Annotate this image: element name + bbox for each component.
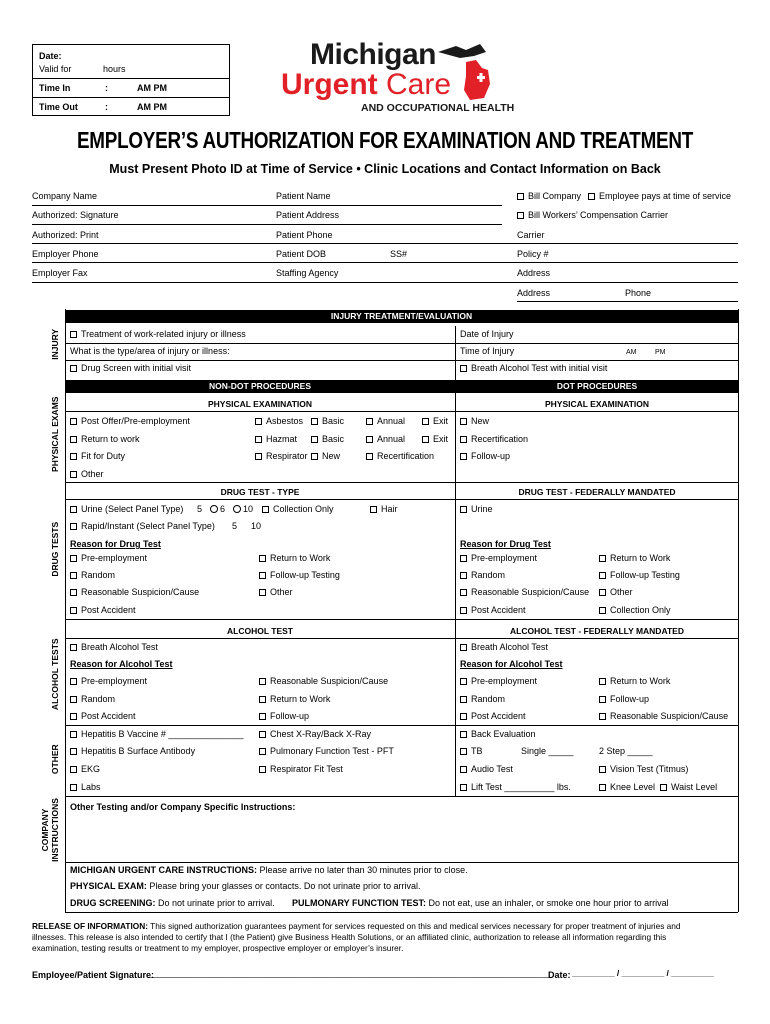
basic-checkbox[interactable]: Basic <box>311 417 344 426</box>
treatment-checkbox[interactable]: Treatment of work-related injury or illness <box>70 330 246 339</box>
time-out-ampm: AM PM <box>137 102 167 112</box>
auth-signature-label: Authorized: Signature <box>32 210 119 220</box>
exit-checkbox[interactable]: Exit <box>422 417 448 426</box>
injury-pm: PM <box>655 349 666 356</box>
other-side-label: OTHER <box>49 744 60 775</box>
alc-random[interactable]: Random <box>70 695 115 704</box>
address2-label: Address <box>517 288 551 298</box>
alc-follow-up-r[interactable]: Follow-up <box>599 695 649 704</box>
patient-address-label: Patient Address <box>276 210 340 220</box>
drug-reasonable-r[interactable]: Reasonable Suspicion/Cause <box>460 588 589 597</box>
drug-sub-left: DRUG TEST - TYPE <box>220 487 300 497</box>
labs-checkbox[interactable]: Labs <box>70 783 101 792</box>
muc-instructions: MICHIGAN URGENT CARE INSTRUCTIONS: Please arrive no later than 30 minutes prior to close. <box>70 865 468 875</box>
hair-checkbox[interactable]: Hair <box>370 505 398 514</box>
hours-label: hours <box>103 64 126 74</box>
drug-other-r[interactable]: Other <box>599 588 633 597</box>
drug-screen-checkbox[interactable]: Drug Screen with initial visit <box>70 364 191 373</box>
auth-print-label: Authorized: Print <box>32 230 99 240</box>
collection-only-checkbox[interactable]: Collection Only <box>262 505 334 514</box>
follow-up-checkbox[interactable]: Follow-up <box>460 452 510 461</box>
date-label: Date: <box>39 51 62 61</box>
back-eval[interactable]: Back Evaluation <box>460 730 536 739</box>
release-of-information: RELEASE OF INFORMATION: This signed authorization guarantees payment for services requested on this and medical services necessary for proper treatment of injuries and illnesses. This release is also intended to certify that I (the Patient) give Business Health Solutions, or an affiliated clinic, authorization to release all information regarding this examination, testing results or treatment to my employer, prospective employer or employer’s insurer. <box>32 921 681 953</box>
return-to-work-checkbox[interactable]: Return to work <box>70 435 140 444</box>
injury-am: AM <box>626 349 637 356</box>
ekg-checkbox[interactable]: EKG <box>70 765 100 774</box>
chest-xray[interactable]: Chest X-Ray/Back X-Ray <box>259 730 371 739</box>
company-instructions-area[interactable] <box>66 814 737 858</box>
policy-label: Policy # <box>517 249 549 259</box>
michigan-map-icon <box>436 40 494 106</box>
panel-5: 5 <box>197 504 203 514</box>
logo-urgent: Urgent <box>281 68 378 101</box>
knee-checkbox[interactable]: Knee Level <box>599 783 655 792</box>
signature-label: Employee/Patient Signature: <box>32 970 155 980</box>
drug-other[interactable]: Other <box>259 588 293 597</box>
annual-checkbox[interactable]: Annual <box>366 417 405 426</box>
alc-pre-emp[interactable]: Pre-employment <box>70 677 147 686</box>
post-offer-checkbox[interactable]: Post Offer/Pre-employment <box>70 417 190 426</box>
alcohol-sub-left: ALCOHOL TEST <box>227 626 293 636</box>
alc-post-accident-r[interactable]: Post Accident <box>460 712 526 721</box>
alcohol-side-label: ALCOHOL TESTS <box>49 638 60 711</box>
staffing-label: Staffing Agency <box>276 268 339 278</box>
date-of-injury-label: Date of Injury <box>460 329 514 339</box>
physical-side-label: PHYSICAL EXAMS <box>49 396 60 472</box>
address-label: Address <box>517 268 551 278</box>
new2-checkbox[interactable]: New <box>311 452 340 461</box>
carrier-label: Carrier <box>517 230 545 240</box>
alc-pre-emp-r[interactable]: Pre-employment <box>460 677 537 686</box>
employer-fax-label: Employer Fax <box>32 268 88 278</box>
alc-breath-r[interactable]: Breath Alcohol Test <box>460 643 548 652</box>
drug-post-accident[interactable]: Post Accident <box>70 606 136 615</box>
bill-workers-checkbox[interactable]: Bill Workers’ Compensation Carrier <box>517 211 668 220</box>
company-instructions-label: Other Testing and/or Company Specific Instructions: <box>70 802 296 812</box>
drug-reason-heading-r: Reason for Drug Test <box>460 539 551 549</box>
vision-checkbox[interactable]: Vision Test (Titmus) <box>599 765 688 774</box>
injury-side-label: INJURY <box>49 328 60 360</box>
page-subtitle: Must Present Photo ID at Time of Service • Clinic Locations and Contact Information on Back <box>109 162 661 176</box>
alc-reasonable[interactable]: Reasonable Suspicion/Cause <box>259 677 388 686</box>
audio-checkbox[interactable]: Audio Test <box>460 765 513 774</box>
drug-return-work-r[interactable]: Return to Work <box>599 554 670 563</box>
fit-for-duty-checkbox[interactable]: Fit for Duty <box>70 452 125 461</box>
tb-checkbox[interactable]: TB <box>460 747 483 756</box>
physical-sub-left: PHYSICAL EXAMINATION <box>207 399 313 409</box>
panel-6-radio[interactable]: 6 <box>210 505 225 514</box>
drug-random[interactable]: Random <box>70 571 115 580</box>
alc-return-work-r[interactable]: Return to Work <box>599 677 670 686</box>
drug-sub-right: DRUG TEST - FEDERALLY MANDATED <box>518 487 676 497</box>
time-in-colon: : <box>105 83 108 93</box>
drug-pre-emp-r[interactable]: Pre-employment <box>460 554 537 563</box>
waist-checkbox[interactable]: Waist Level <box>660 783 717 792</box>
drug-follow-up[interactable]: Follow-up Testing <box>259 571 340 580</box>
logo-michigan: Michigan <box>310 38 437 71</box>
hazmat-checkbox[interactable]: Hazmat <box>255 435 297 444</box>
drug-reason-heading: Reason for Drug Test <box>70 539 161 549</box>
rapid-5: 5 <box>232 521 238 531</box>
employee-pays-checkbox[interactable]: Employee pays at time of service <box>588 192 731 201</box>
new-checkbox[interactable]: New <box>460 417 489 426</box>
time-in-ampm: AM PM <box>137 83 167 93</box>
date-sig-line[interactable]: _________ / _________ / _________ <box>572 968 714 978</box>
ss-label: SS# <box>390 249 408 259</box>
time-out-colon: : <box>105 102 108 112</box>
patient-name-label: Patient Name <box>276 191 331 201</box>
alc-breath[interactable]: Breath Alcohol Test <box>70 643 158 652</box>
type-area-label: What is the type/area of injury or illness: <box>70 346 230 356</box>
alc-follow-up[interactable]: Follow-up <box>259 712 309 721</box>
employer-phone-label: Employer Phone <box>32 249 99 259</box>
date-sig-label: Date: <box>548 970 571 980</box>
injury-bar: INJURY TREATMENT/EVALUATION <box>65 310 738 323</box>
drug-pre-emp[interactable]: Pre-employment <box>70 554 147 563</box>
drug-return-work[interactable]: Return to Work <box>259 554 330 563</box>
alc-reason-heading-r: Reason for Alcohol Test <box>460 659 563 669</box>
alc-post-accident[interactable]: Post Accident <box>70 712 136 721</box>
signature-line[interactable]: _____________________________________________________________________________________ <box>148 968 550 978</box>
physical-sub-right: PHYSICAL EXAMINATION <box>544 399 650 409</box>
urine-checkbox[interactable]: Urine <box>460 505 493 514</box>
alc-reason-heading: Reason for Alcohol Test <box>70 659 173 669</box>
asbestos-checkbox[interactable]: Asbestos <box>255 417 303 426</box>
drug-side-label: DRUG TESTS <box>49 521 60 577</box>
company-side-label: COMPANY INSTRUCTIONS <box>40 798 60 862</box>
page-title: EMPLOYER’S AUTHORIZATION FOR EXAMINATION AND TREATMENT <box>76 127 694 153</box>
alc-random-r[interactable]: Random <box>460 695 505 704</box>
company-name-label: Company Name <box>32 191 98 201</box>
annual2-checkbox[interactable]: Annual <box>366 435 405 444</box>
time-of-injury-label: Time of Injury <box>460 346 515 356</box>
drug-collection-only-r[interactable]: Collection Only <box>599 606 671 615</box>
drug-random-r[interactable]: Random <box>460 571 505 580</box>
time-out-label: Time Out <box>39 102 78 112</box>
alc-return-work[interactable]: Return to Work <box>259 695 330 704</box>
recert-checkbox[interactable]: Recertification <box>460 435 528 444</box>
logo-occupational: AND OCCUPATIONAL HEALTH <box>361 102 515 114</box>
valid-for-label: Valid for <box>39 64 72 74</box>
patient-phone-label: Patient Phone <box>276 230 333 240</box>
hep-b-antibody[interactable]: Hepatitis B Surface Antibody <box>70 747 195 756</box>
time-in-label: Time In <box>39 83 71 93</box>
time-box <box>32 44 230 116</box>
pe-instructions: PHYSICAL EXAM: Please bring your glasses or contacts. Do not urinate prior to arrival. <box>70 881 421 891</box>
dot-bar: DOT PROCEDURES <box>456 380 738 393</box>
exit2-checkbox[interactable]: Exit <box>422 435 448 444</box>
drug-post-accident-r[interactable]: Post Accident <box>460 606 526 615</box>
other-physical-checkbox[interactable]: Other <box>70 470 104 479</box>
logo-urgent-care <box>281 68 451 102</box>
drug-reasonable[interactable]: Reasonable Suspicion/Cause <box>70 588 199 597</box>
tb-single: Single _____ <box>521 746 574 756</box>
rapid-checkbox[interactable]: Rapid/Instant (Select Panel Type) <box>70 522 215 531</box>
bill-company-checkbox[interactable]: Bill Company <box>517 192 581 201</box>
alcohol-sub-right: ALCOHOL TEST - FEDERALLY MANDATED <box>510 626 684 636</box>
hep-b-vaccine[interactable]: Hepatitis B Vaccine # _______________ <box>70 730 243 739</box>
drug-follow-up-r[interactable]: Follow-up Testing <box>599 571 680 580</box>
breath-initial-checkbox[interactable]: Breath Alcohol Test with initial visit <box>460 364 607 373</box>
non-dot-bar: NON-DOT PROCEDURES <box>65 380 455 393</box>
panel-10-radio[interactable]: 10 <box>233 505 253 514</box>
resp-fit-checkbox[interactable]: Respirator Fit Test <box>259 765 343 774</box>
tb-two-step: 2 Step _____ <box>599 746 653 756</box>
respirator-checkbox[interactable]: Respirator <box>255 452 308 461</box>
basic2-checkbox[interactable]: Basic <box>311 435 344 444</box>
pft-checkbox[interactable]: Pulmonary Function Test - PFT <box>259 747 394 756</box>
alc-reasonable-r[interactable]: Reasonable Suspicion/Cause <box>599 712 728 721</box>
urine-panel-checkbox[interactable]: Urine (Select Panel Type) <box>70 505 183 514</box>
recert2-checkbox[interactable]: Recertification <box>366 452 434 461</box>
phone-label: Phone <box>625 288 652 298</box>
lift-checkbox[interactable]: Lift Test __________ lbs. <box>460 783 571 792</box>
rapid-10: 10 <box>251 521 262 531</box>
pft-instructions: PULMONARY FUNCTION TEST: Do not eat, use an inhaler, or smoke one hour prior to arrival <box>292 898 669 908</box>
ds-instructions: DRUG SCREENING: Do not urinate prior to arrival. <box>70 898 275 908</box>
patient-dob-label: Patient DOB <box>276 249 327 259</box>
logo-care: Care <box>386 68 452 101</box>
